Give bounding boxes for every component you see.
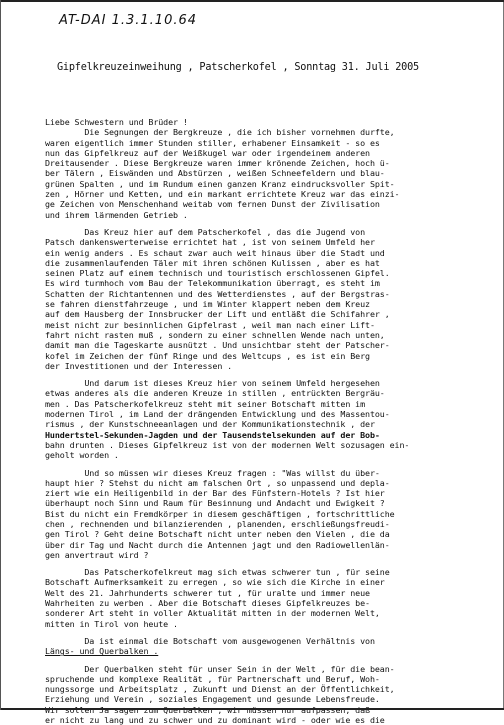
paragraph (45, 117, 497, 220)
text-line: Das Patscherkofelkreut mag sich etwas schwerer tun , für seine (45, 567, 390, 578)
text-line: ziert wie ein Heiligenbild in der Bar des Fünfstern-Hotels ? Ist hier (45, 488, 385, 499)
paragraph-gap (45, 371, 497, 378)
paragraph-gap (45, 657, 497, 664)
text-line: Der Querbalken steht für unser Sein in der Welt , für die bean- (45, 663, 395, 674)
text-line: und ihrem lärmenden Getrieb . (45, 209, 188, 220)
text-line: nungssorge und Arbeitsplatz , Zukunft und Dienst an der Öffentlichkeit, (45, 684, 395, 695)
text-line: se fahren dienstfahrzeuge , und im Winter klappert neben dem Kreuz (45, 299, 370, 310)
paragraph (45, 227, 497, 371)
text-line: nun das Gipfelkreuz auf der Weißkugel war oder irgendeinem anderen (45, 147, 370, 158)
text-line: auf dem Hausberg der Innsbrucker der Lift und entläßt die Schifahrer , (45, 309, 390, 320)
text-line: fahrt nicht rasten muß , sondern zu einer schnellen Wende nach unten, (45, 329, 385, 340)
text-line: ein wenig anders . Es schaut zwar auch weit hinaus über die Stadt und (45, 247, 385, 258)
text-line: ber Tälern , Eiswänden und Abstürzen , weißen Schneefeldern und blau- (45, 168, 385, 179)
text-line: Wahrheiten zu werben . Aber die Botschaft dieses Gipfelkreuzes be- (45, 598, 370, 609)
text-line: Schatten der Richtantennen und des Wetterdienstes , auf der Bergstras- (45, 288, 390, 299)
text-line: sonderer Art steht in voller Aktualität mitten in der modernen Welt, (45, 608, 380, 619)
text-line: modernen Tirol , im Land der drängenden Entwicklung und des Massentou- (45, 409, 390, 420)
paragraph-gap (45, 220, 497, 227)
document-header: Gipfelkreuzeinweihung , Patscherkofel , Sonntag 31. Juli 2005 (57, 62, 419, 73)
text-line: gen anvertraut wird ? (45, 549, 149, 560)
text-line: spruchende und komplexe Realität , für Partnerschaft und Beruf, Woh- (45, 673, 380, 684)
scan-border-top (1, 0, 504, 2)
text-line: Bist du nicht ein Fremdkörper in diesem geschäftigen , fortschrittliche (45, 508, 395, 519)
paragraph-gap (45, 560, 497, 567)
text-line: men . Das Patscherkofelkreuz steht mit seiner Botschaft mitten im (45, 398, 366, 409)
text-line: haupt hier ? Stehst du nicht am falschen Ort , so unpassend und depla- (45, 477, 390, 488)
text-line: Es wird turmhoch vom Bau der Telekommunikation überragt, es steht im (45, 278, 380, 289)
text-line: überhaupt noch Sinn und Raum für Besinnung und Andacht und Ewigkeit ? (45, 498, 385, 509)
text-line: Botschaft Aufmerksamkeit zu erregen , so wie sich die Kirche in einer (45, 577, 385, 588)
text-line: Welt des 21. Jahrhunderts schwerer tut , für uralte und immer neue (45, 587, 370, 598)
text-line: meist nicht zur besinnlichen Gipfelrast , weil man nach einer Lift- (45, 319, 375, 330)
paragraph (45, 468, 497, 561)
text-line: Erziehung und Verein , soziales Engagement und gesunde Lebensfreude. (45, 694, 380, 705)
text-line: kofel im Zeichen der fünf Ringe und des Weltcups , es ist ein Berg (45, 350, 370, 361)
text-line: damit man die Tageskarte ausnützt . Und unsichtbar steht der Patscher- (45, 340, 390, 351)
paragraph (45, 664, 497, 725)
text-line: gen Tirol ? Geht deine Botschaft nicht unter neben den Vielen , die da (45, 529, 390, 540)
letter-body (45, 117, 497, 725)
paragraph (45, 567, 497, 629)
text-line: Patsch dankenswerterweise errichtet hat , ist von seinem Umfeld her (45, 237, 375, 248)
archive-reference: AT-DAI 1.3.1.10.64 (59, 13, 198, 28)
text-line: Und darum ist dieses Kreuz hier von seinem Umfeld hergesehen (45, 378, 380, 389)
text-line: etwas anderes als die anderen Kreuze in stillen , entrückten Bergräu- (45, 388, 385, 399)
text-line: Die Segnungen der Bergkreuze , die ich bisher vornehmen durfte, (45, 127, 395, 138)
text-line: seinen Platz auf einem technisch und touristisch erschlossenen Gipfel. (45, 268, 390, 279)
paragraph (45, 378, 497, 460)
text-line: Hundertstel-Sekunden-Jagden und der Tausendstelsekunden auf der Bob- (45, 429, 380, 440)
paragraph-gap (45, 461, 497, 468)
text-line: geholt worden . (45, 450, 119, 461)
text-line: Liebe Schwestern und Brüder ! (45, 117, 188, 127)
text-line: Da ist einmal die Botschaft vom ausgewogenen Verhältnis von (45, 635, 375, 646)
text-line: Und so müssen wir dieses Kreuz fragen : "Was willst du über- (45, 467, 380, 478)
text-line: er nicht zu lang und zu schwer und zu dominant wird - oder wie es die (45, 715, 385, 725)
text-line: grünen Spalten , und im Rundum einen ganzen Kranz eindrucksvoller Spit- (45, 178, 395, 189)
text-line: mitten in Tirol von heute . (45, 618, 178, 629)
text-line: ge Zeichen von Menschenhand weitab vom fernen Dunst der Zivilisation (45, 199, 380, 210)
text-line: der Investitionen und der Interessen . (45, 360, 233, 371)
text-line: Dreitausender . Diese Bergkreuze waren immer krönende Zeichen, hoch ü- (45, 158, 390, 169)
text-line: die zusammenlaufenden Täler mit ihren schönen Kulissen , aber es hat (45, 257, 380, 268)
text-line: rismus , der Kunstschneeanlagen und der Kommunikationstechnik , der (45, 419, 375, 430)
text-line: bahn drunten . Dieses Gipfelkreuz ist von der modernen Welt sozusagen ein- (45, 439, 410, 450)
text-line: zen , Hörner und Ketten, und ein markant errichtete Kreuz war das einzi- (45, 189, 400, 200)
paragraph-gap (45, 629, 497, 636)
paragraph (45, 636, 497, 657)
text-line: über dir Tag und Nacht durch die Antennen jagt und den Radiowellenlän- (45, 539, 390, 550)
text-line: waren eigentlich immer Stunden stiller, erhabener Einsamkeit - so es (45, 137, 380, 148)
text-line: Das Kreuz hier auf dem Patscherkofel , das die Jugend von (45, 226, 366, 237)
text-line: Längs- und Querbalken . (45, 646, 159, 657)
text-line: chen , rechnenden und bilanzierenden , planenden, erschließungsfreudi- (45, 518, 390, 529)
